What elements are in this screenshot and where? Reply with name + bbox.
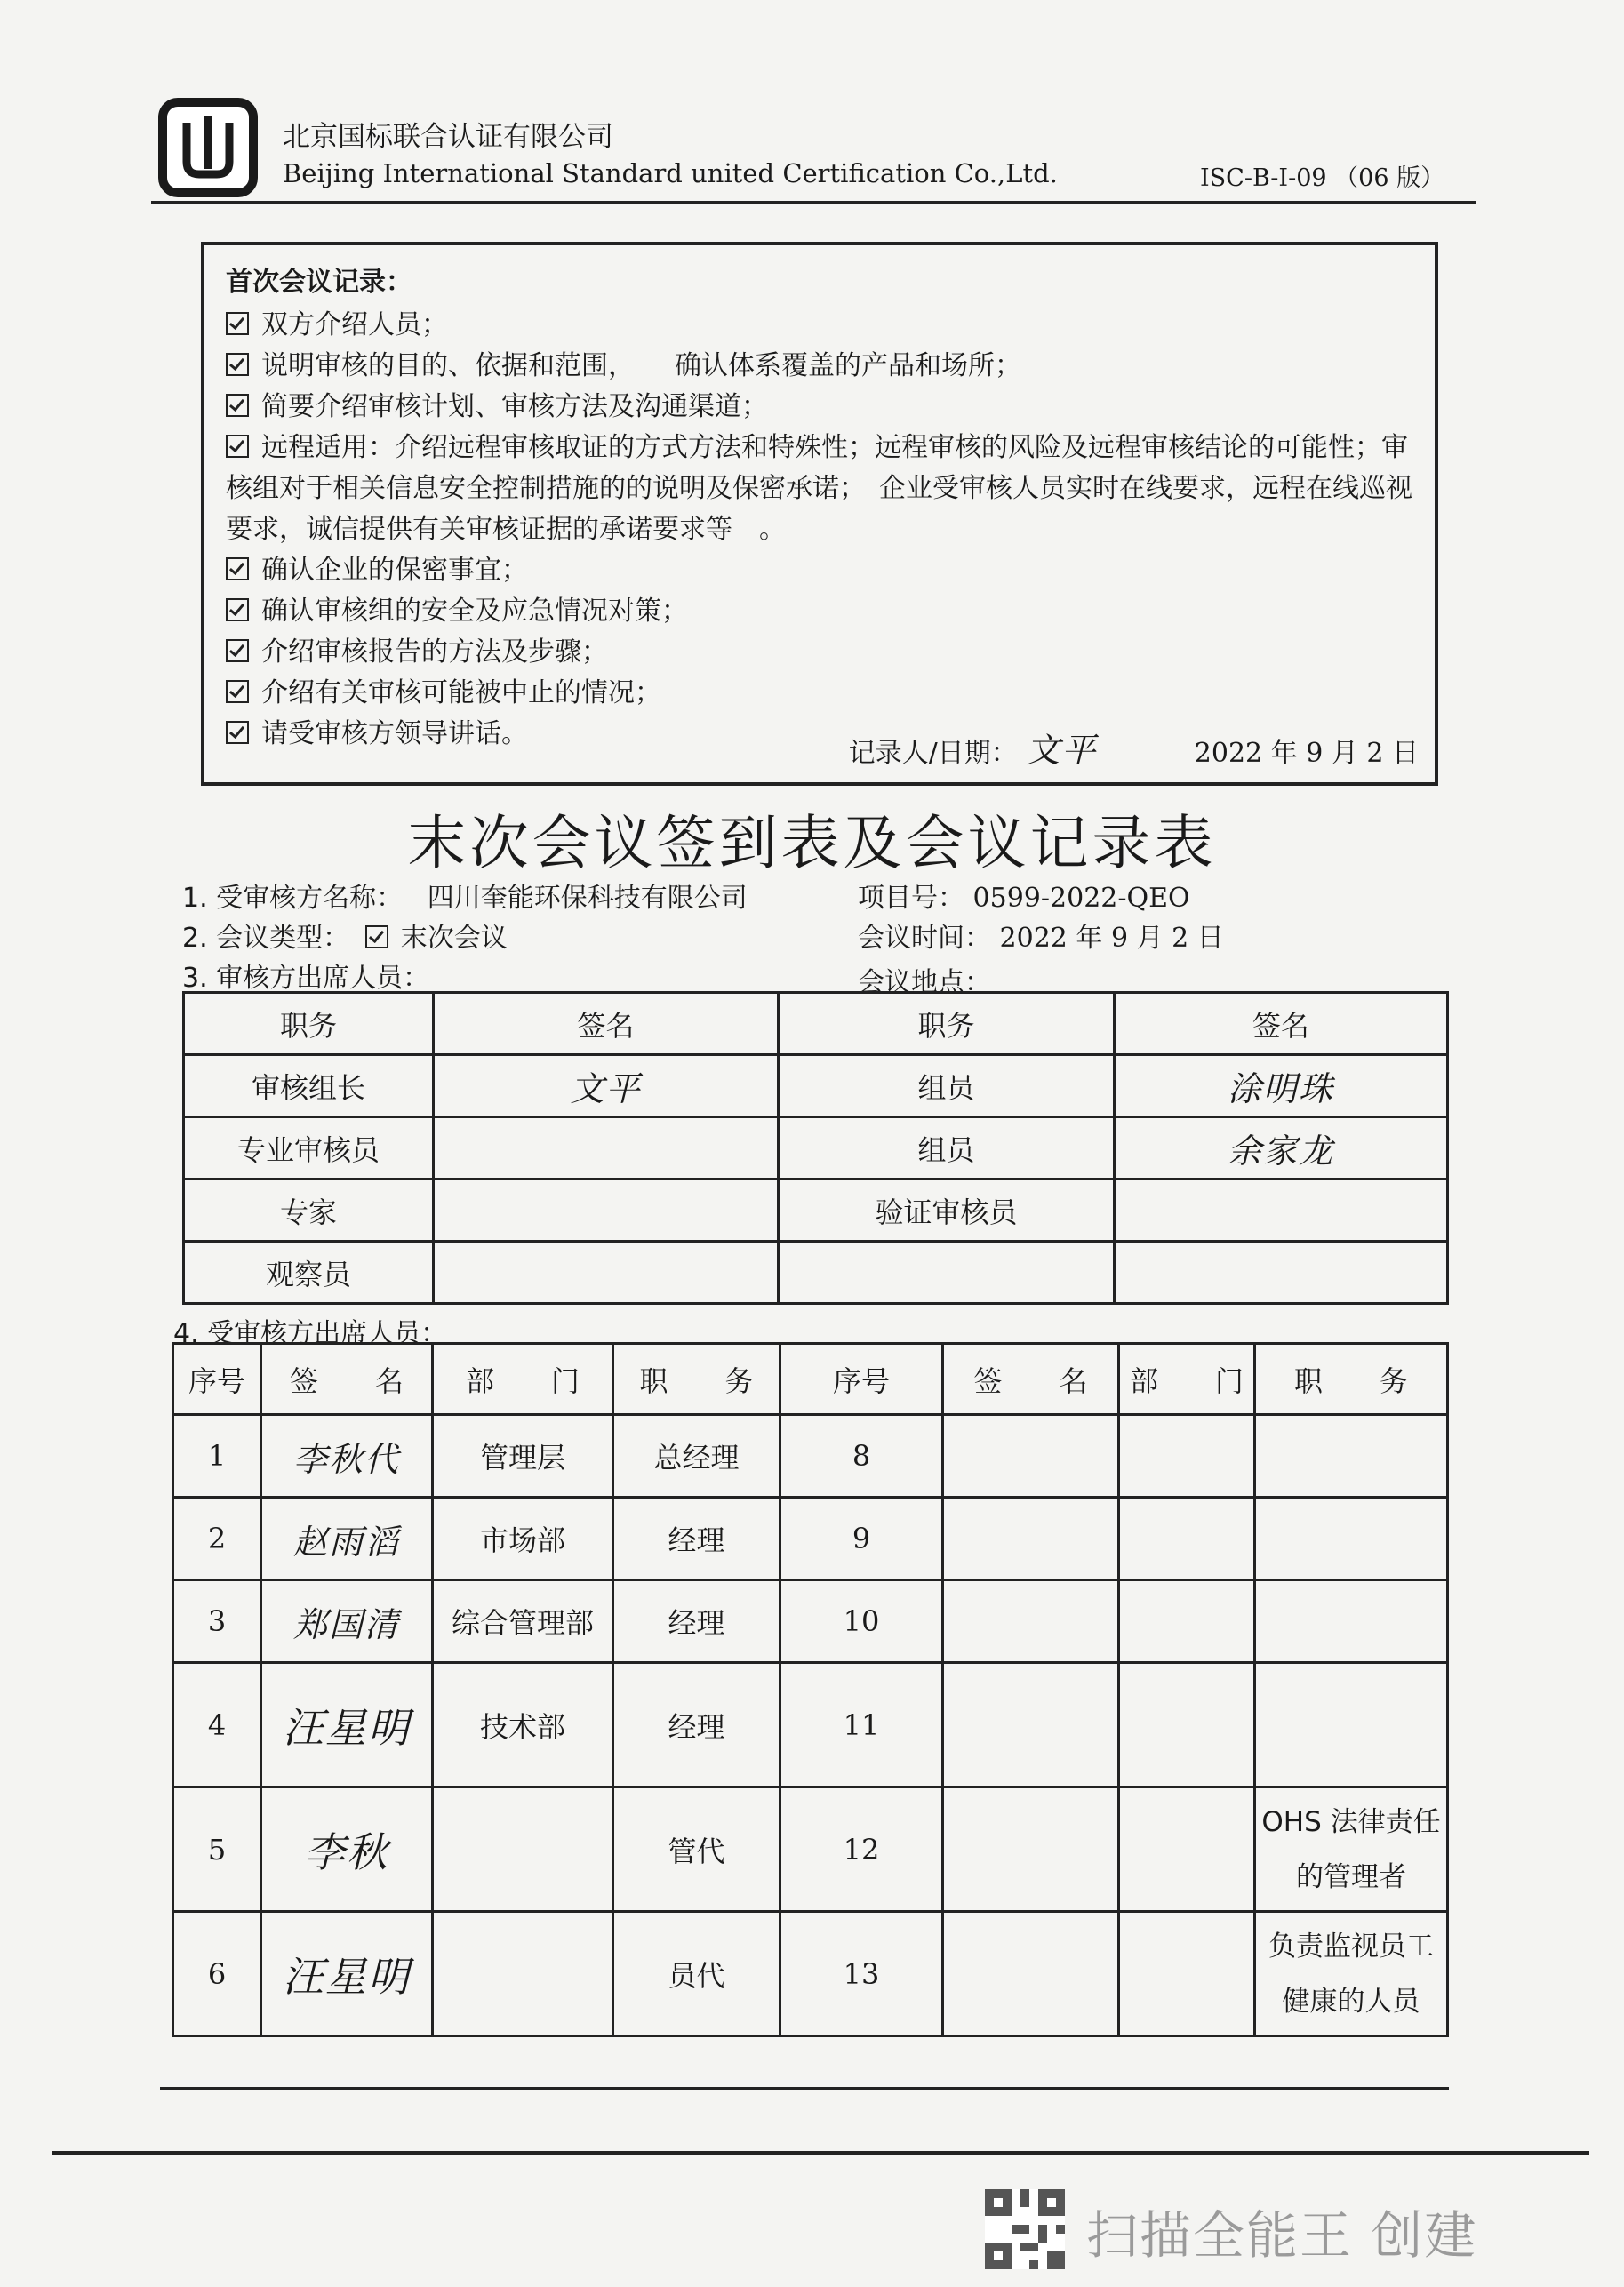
table-row (173, 1580, 1448, 1663)
checkbox-checked-icon (226, 394, 249, 417)
column-header: 部 门 (433, 1344, 613, 1415)
department-cell (1119, 1787, 1255, 1912)
meeting-time-line (858, 916, 1224, 955)
department-cell: 管理层 (433, 1415, 613, 1498)
checkbox-checked-icon (365, 925, 388, 948)
checklist-item: 请受审核方领导讲话。 (226, 711, 528, 750)
column-header: 职 务 (1255, 1344, 1448, 1415)
audit-team-table (182, 991, 1449, 1305)
position-cell: OHS 法律责任的管理者 (1255, 1787, 1448, 1912)
recorder-date: 2022 年 9 月 2 日 (1194, 738, 1419, 769)
signature-cell (1115, 1179, 1448, 1242)
signature-cell (1115, 1242, 1448, 1304)
column-header: 序号 (173, 1344, 261, 1415)
project-number: 0599-2022-QEO (972, 883, 1190, 914)
position-cell (1255, 1498, 1448, 1580)
audit-team-label: 3. 审核方出席人员： (182, 963, 430, 994)
position-cell: 管代 (613, 1787, 780, 1912)
signature-cell (434, 1179, 779, 1242)
checklist-item: 介绍有关审核可能被中止的情况； (226, 670, 661, 709)
seq-cell: 2 (173, 1498, 261, 1580)
qr-code-icon (985, 2189, 1065, 2269)
recorder-label: 记录人/日期： (848, 738, 1018, 769)
signature-cell (943, 1415, 1119, 1498)
seq-cell: 13 (780, 1912, 943, 2036)
opening-meeting-title: 首次会议记录： (226, 267, 412, 298)
seq-cell: 5 (173, 1787, 261, 1912)
position-cell: 总经理 (613, 1415, 780, 1498)
signature-cell (943, 1912, 1119, 2036)
checkbox-checked-icon (226, 639, 249, 662)
role-cell: 专家 (184, 1179, 434, 1242)
table-row (184, 1117, 1448, 1179)
signature-cell: 汪星明 (261, 1912, 433, 2036)
seq-cell: 10 (780, 1580, 943, 1663)
position-cell: 员代 (613, 1912, 780, 2036)
page-title: 末次会议签到表及会议记录表 (407, 809, 1217, 877)
signature-cell (943, 1663, 1119, 1787)
checklist-item: 确认企业的保密事宜； (226, 548, 528, 587)
header-divider (151, 201, 1476, 204)
table-row (173, 1663, 1448, 1787)
seq-cell: 12 (780, 1787, 943, 1912)
meeting-type: 末次会议 (400, 923, 508, 954)
opening-meeting-record (201, 242, 1438, 786)
position-cell (1255, 1580, 1448, 1663)
checklist-item-continued: 核组对于相关信息安全控制措施的的说明及保密承诺； 企业受审核人员实时在线要求，远程在线巡视 (226, 473, 1412, 504)
department-cell: 市场部 (433, 1498, 613, 1580)
signature-cell (434, 1117, 779, 1179)
table-header-row (173, 1344, 1448, 1415)
checklist-item: 说明审核的目的、依据和范围， 确认体系覆盖的产品和场所； (226, 343, 1021, 382)
checkbox-checked-icon (226, 435, 249, 458)
table-row (173, 1415, 1448, 1498)
checklist-item-continued: 要求，诚信提供有关审核证据的承诺要求等 。 (226, 514, 786, 545)
seq-cell: 8 (780, 1415, 943, 1498)
department-cell (1119, 1912, 1255, 2036)
seq-cell: 11 (780, 1663, 943, 1787)
department-cell (1119, 1498, 1255, 1580)
column-header: 签 名 (943, 1344, 1119, 1415)
auditee-name: 四川奎能环保科技有限公司 (427, 883, 748, 914)
project-label: 项目号： (858, 883, 964, 914)
auditee-attendee-table (172, 1342, 1449, 2037)
checklist-item: 介绍审核报告的方法及步骤； (226, 629, 608, 668)
checkbox-checked-icon (226, 312, 249, 335)
department-cell (1119, 1415, 1255, 1498)
scan-edge-line (52, 2151, 1589, 2155)
project-number-line (858, 876, 1190, 915)
table-row (184, 1055, 1448, 1117)
department-cell (433, 1912, 613, 2036)
position-cell: 经理 (613, 1498, 780, 1580)
table-row (173, 1912, 1448, 2036)
column-header: 签名 (1115, 993, 1448, 1055)
checkbox-checked-icon (226, 680, 249, 703)
signature-cell (943, 1498, 1119, 1580)
position-cell (1255, 1415, 1448, 1498)
recorder-line (849, 723, 1419, 772)
department-cell: 技术部 (433, 1663, 613, 1787)
auditee-label: 1. 受审核方名称： (182, 883, 404, 914)
meeting-time: 2022 年 9 月 2 日 (999, 923, 1224, 954)
checkbox-checked-icon (226, 353, 249, 376)
table-row (184, 1179, 1448, 1242)
scanner-watermark: 扫描全能王 创建 (1086, 2205, 1478, 2266)
department-cell (1119, 1580, 1255, 1663)
column-header: 职务 (184, 993, 434, 1055)
position-cell: 负责监视员工健康的人员 (1255, 1912, 1448, 2036)
role-cell: 观察员 (184, 1242, 434, 1304)
role-cell: 审核组长 (184, 1055, 434, 1117)
seq-cell: 6 (173, 1912, 261, 2036)
auditee-attendees-label: 4. 受审核方出席人员： (173, 1318, 448, 1349)
signature-cell (943, 1787, 1119, 1912)
department-cell (433, 1787, 613, 1912)
signature-cell (434, 1242, 779, 1304)
company-name-cn: 北京国标联合认证有限公司 (283, 121, 613, 153)
table-row (184, 1242, 1448, 1304)
signature-cell: 涂明珠 (1115, 1055, 1448, 1117)
seq-cell: 4 (173, 1663, 261, 1787)
checklist-item: 确认审核组的安全及应急情况对策； (226, 588, 688, 628)
meeting-time-label: 会议时间： (858, 923, 991, 954)
bottom-divider (160, 2087, 1449, 2090)
checkbox-checked-icon (226, 557, 249, 580)
role-cell (779, 1242, 1115, 1304)
checkbox-checked-icon (226, 598, 249, 621)
role-cell: 组员 (779, 1117, 1115, 1179)
signature-cell: 李秋 (261, 1787, 433, 1912)
checkbox-checked-icon (226, 721, 249, 744)
table-row (173, 1787, 1448, 1912)
table-row (173, 1498, 1448, 1580)
meeting-type-line (182, 916, 508, 955)
signature-cell: 郑国清 (261, 1580, 433, 1663)
meeting-type-label: 2. 会议类型： (182, 923, 350, 954)
signature-cell: 汪星明 (261, 1663, 433, 1787)
signature-cell: 赵雨滔 (261, 1498, 433, 1580)
table-header-row (184, 993, 1448, 1055)
seq-cell: 3 (173, 1580, 261, 1663)
column-header: 签 名 (261, 1344, 433, 1415)
position-cell (1255, 1663, 1448, 1787)
signature-cell: 文平 (434, 1055, 779, 1117)
signature-cell (943, 1580, 1119, 1663)
role-cell: 验证审核员 (779, 1179, 1115, 1242)
company-name-en: Beijing International Standard united Certification Co.,Ltd. (283, 158, 1058, 188)
auditee-line (182, 876, 748, 915)
recorder-signature: 文平 (1026, 731, 1098, 770)
checklist-item: 简要介绍审核计划、审核方法及沟通渠道； (226, 384, 768, 423)
column-header: 职 务 (613, 1344, 780, 1415)
document-code: ISC-B-I-09 （06 版） (1200, 164, 1445, 192)
position-cell: 经理 (613, 1663, 780, 1787)
company-logo (158, 98, 258, 197)
role-cell: 专业审核员 (184, 1117, 434, 1179)
signature-cell: 余家龙 (1115, 1117, 1448, 1179)
seq-cell: 9 (780, 1498, 943, 1580)
department-cell (1119, 1663, 1255, 1787)
column-header: 签名 (434, 993, 779, 1055)
column-header: 职务 (779, 993, 1115, 1055)
checklist-item: 双方介绍人员； (226, 302, 448, 341)
position-cell: 经理 (613, 1580, 780, 1663)
signature-cell: 李秋代 (261, 1415, 433, 1498)
column-header: 序号 (780, 1344, 943, 1415)
seq-cell: 1 (173, 1415, 261, 1498)
department-cell: 综合管理部 (433, 1580, 613, 1663)
column-header: 部 门 (1119, 1344, 1255, 1415)
checklist-item: 远程适用：介绍远程审核取证的方式方法和特殊性；远程审核的风险及远程审核结论的可能性；审 (226, 425, 1408, 464)
meeting-place-label: 会议地点： (858, 967, 991, 998)
role-cell: 组员 (779, 1055, 1115, 1117)
